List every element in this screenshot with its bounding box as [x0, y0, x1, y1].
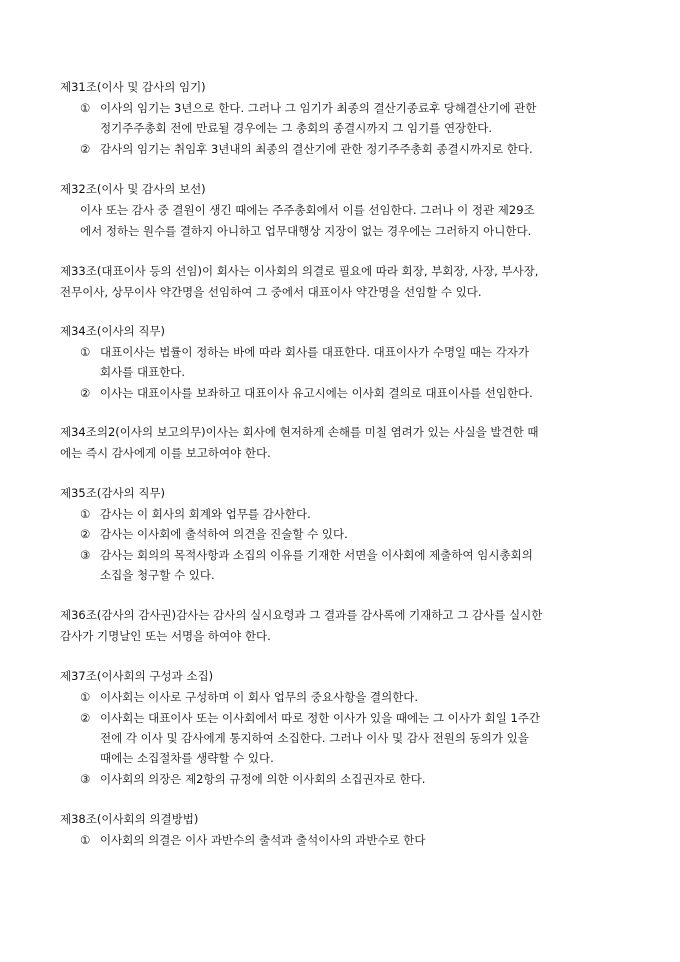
article-heading: 제38조(이사회의 의결방법)	[60, 812, 199, 826]
list-item	[80, 527, 348, 541]
item-text-continued: 정기주주총회 전에 만료될 경우에는 그 총회의 종결시까지 그 임기를 연장한다.	[100, 121, 493, 135]
item-text: 감사는 회의의 목적사항과 소집의 이유를 기재한 서면을 이사회에 제출하여 임시총회의	[100, 548, 533, 562]
item-number: ②	[80, 527, 91, 541]
list-item	[80, 386, 533, 400]
item-text: 이사는 대표이사를 보좌하고 대표이사 유고시에는 이사회 결의로 대표이사를 선임한다.	[100, 386, 533, 400]
item-number: ①	[80, 690, 91, 704]
article-paragraph: 제33조(대표이사 등의 선임)이 회사는 이사회의 의결로 필요에 따라 회장, 부회장, 사장, 부사장,	[60, 264, 539, 278]
article-paragraph: 에는 즉시 감사에게 이를 보고하여야 한다.	[60, 446, 271, 460]
item-text-continued: 전에 각 이사 및 감사에게 통지하여 소집한다. 그러나 이사 및 감사 전원의 동의가 있을	[100, 731, 529, 745]
list-item	[80, 507, 311, 521]
list-item	[80, 690, 418, 704]
item-number: ②	[80, 386, 91, 400]
list-item	[80, 101, 536, 115]
item-number: ②	[80, 711, 91, 725]
list-item	[80, 833, 426, 847]
article-heading: 제32조(이사 및 감사의 보선)	[60, 182, 206, 196]
article-paragraph: 감사가 기명날인 또는 서명을 하여야 한다.	[60, 629, 271, 643]
article-heading: 제31조(이사 및 감사의 임기)	[60, 80, 206, 94]
item-number: ①	[80, 833, 91, 847]
item-text: 이사회는 대표이사 또는 이사회에서 따로 정한 이사가 있을 때에는 그 이사가 회일 1주간	[100, 711, 540, 725]
item-number: ③	[80, 548, 91, 562]
article-body: 이사 또는 감사 중 결원이 생긴 때에는 주주총회에서 이를 선임한다. 그러나 이 정관 제29조	[80, 203, 535, 217]
item-text: 이사의 임기는 3년으로 한다. 그러나 그 임기가 최종의 결산기종료후 당해결산기에 관한	[100, 101, 537, 115]
list-item	[80, 772, 425, 786]
article-paragraph: 전무이사, 상무이사 약간명을 선임하여 그 중에서 대표이사 약간명을 선임할 수 있다.	[60, 285, 482, 299]
item-text-continued: 때에는 소집절차를 생략할 수 있다.	[100, 751, 274, 765]
list-item	[80, 711, 540, 725]
item-text: 감사의 임기는 취임후 3년내의 최종의 결산기에 관한 정기주주총회 종결시까지로 한다.	[100, 142, 533, 156]
article-heading: 제35조(감사의 직무)	[60, 486, 166, 500]
item-text-continued: 소집을 청구할 수 있다.	[100, 568, 215, 582]
article-heading: 제34조(이사의 직무)	[60, 324, 166, 338]
item-text: 대표이사는 법률이 정하는 바에 따라 회사를 대표한다. 대표이사가 수명일 때는 각자가	[100, 345, 530, 359]
list-item	[80, 142, 533, 156]
list-item	[80, 548, 533, 562]
item-number: ②	[80, 142, 91, 156]
item-number: ①	[80, 345, 91, 359]
article-paragraph: 제36조(감사의 감사권)감사는 감사의 실시요령과 그 결과를 감사록에 기재하고 그 감사를 실시한	[60, 608, 543, 622]
item-number: ①	[80, 507, 91, 521]
item-text: 감사는 이 회사의 회계와 업무를 감사한다.	[100, 507, 311, 521]
article-heading: 제37조(이사회의 구성과 소집)	[60, 669, 214, 683]
article-body: 에서 정하는 원수를 결하지 아니하고 업무대행상 지장이 없는 경우에는 그러하지 아니한다.	[80, 224, 532, 238]
item-text: 이사회의 의장은 제2항의 규정에 의한 이사회의 소집권자로 한다.	[100, 772, 426, 786]
item-text: 이사회의 의결은 이사 과반수의 출석과 출석이사의 과반수로 한다	[100, 833, 426, 847]
item-number: ③	[80, 772, 91, 786]
item-text: 이사회는 이사로 구성하며 이 회사 업무의 중요사항을 결의한다.	[100, 690, 419, 704]
list-item	[80, 345, 529, 359]
item-text: 감사는 이사회에 출석하여 의견을 진술할 수 있다.	[100, 527, 348, 541]
item-number: ①	[80, 101, 91, 115]
article-paragraph: 제34조의2(이사의 보고의무)이사는 회사에 현저하게 손해를 미칠 염려가 있는 사실을 발견한 때	[60, 425, 539, 439]
item-text-continued: 회사를 대표한다.	[100, 365, 186, 379]
